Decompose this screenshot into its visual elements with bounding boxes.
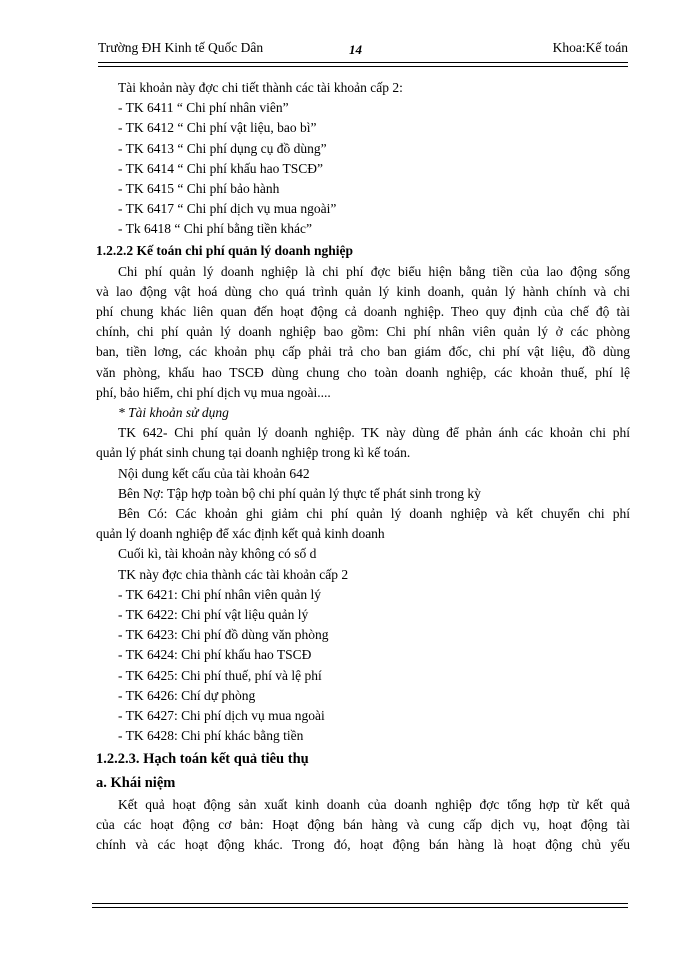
list-item: - TK 6414 “ Chi phí khấu hao TSCĐ” [118, 160, 323, 176]
header-rule [98, 62, 628, 63]
page-body [96, 78, 630, 855]
list-item: - TK 6427: Chi phí dịch vụ mua ngoài [118, 708, 325, 724]
paragraph-line: của các hoạt động cơ bản: Hoạt động bán hàng và cung cấp dịch vụ, hoạt động tài [96, 816, 630, 832]
paragraph-line: Chi phí quản lý doanh nghiệp là chi phí đợc biểu hiện bằng tiền của lao động sống [118, 263, 630, 279]
paragraph-line: chính, chi phí quản lý doanh nghiệp bao gồm: Chi phí nhân viên quản lý ở các phòng [96, 324, 630, 340]
subsection-label: * Tài khoản sử dụng [118, 405, 229, 421]
paragraph-line: ban, tiền lơng, các khoản phụ cấp phải trả cho ban giám đốc, chi phí vật liệu, đồ dùng [96, 344, 630, 360]
text-line: Nội dung kết cấu của tài khoản 642 [118, 465, 310, 481]
list-item: - TK 6412 “ Chi phí vật liệu, bao bì” [118, 120, 317, 136]
paragraph-line: TK 642- Chi phí quản lý doanh nghiệp. TK này dùng để phản ánh các khoản chi phí [118, 425, 630, 441]
text-line: Bên Nợ: Tập hợp toàn bộ chi phí quản lý thực tế phát sinh trong kỳ [118, 485, 481, 501]
section-heading: 1.2.2.2 Kế toán chi phí quản lý doanh nghiệp [96, 242, 353, 258]
list-item: - TK 6417 “ Chi phí dịch vụ mua ngoài” [118, 201, 337, 217]
list-item: - TK 6425: Chi phí thuế, phí và lệ phí [118, 667, 322, 683]
paragraph-line: Kết quả hoạt động sản xuất kinh doanh của doanh nghiệp đợc tổng hợp từ kết quả [118, 796, 630, 812]
list-item: - TK 6428: Chi phí khác bằng tiền [118, 728, 304, 744]
header-university: Trường ĐH Kinh tế Quốc Dân [98, 40, 264, 55]
text-line: Cuối kì, tài khoản này không có số d [118, 546, 317, 562]
list-item: - TK 6422: Chi phí vật liệu quản lý [118, 607, 309, 623]
section-heading: 1.2.2.3. Hạch toán kết quả tiêu thụ [96, 750, 309, 767]
paragraph-line: và lao động vật hoá dùng cho quá trình quản lý kinh doanh, quản lý hành chính và chi [96, 283, 630, 299]
text-line: Tài khoản này đợc chi tiết thành các tài khoản cấp 2: [118, 80, 403, 95]
text-line: TK này đợc chia thành các tài khoản cấp 2 [118, 566, 349, 582]
header-faculty: Khoa:Kế toán [552, 40, 628, 55]
list-item: - TK 6415 “ Chi phí bảo hành [118, 181, 280, 197]
paragraph-line: văn phòng, khấu hao TSCĐ dùng chung cho toàn doanh nghiệp, các khoản thuế, phí lệ [96, 364, 630, 380]
paragraph-line: Bên Có: Các khoản ghi giảm chi phí quản lý doanh nghiệp và kết chuyển chi phí [118, 506, 630, 522]
list-item: - Tk 6418 “ Chi phí bằng tiền khác” [118, 221, 312, 237]
footer-rule-thin [92, 907, 628, 908]
list-item: - TK 6423: Chi phí đồ dùng văn phòng [118, 627, 329, 643]
list-item: - TK 6421: Chi phí nhân viên quản lý [118, 586, 321, 602]
header-rule-thin [98, 66, 628, 67]
page-number: 14 [349, 42, 362, 57]
paragraph-line: chính và các hoạt động khác. Trong đó, hoạt động bán hàng là hoạt động chủ yếu [96, 836, 630, 852]
page-header [98, 40, 628, 64]
footer-rule [92, 903, 628, 904]
paragraph-line: phí, bảo hiểm, chi phí dịch vụ mua ngoài.... [96, 384, 331, 400]
list-item: - TK 6411 “ Chi phí nhân viên” [118, 100, 289, 116]
list-item: - TK 6413 “ Chi phí dụng cụ đồ dùng” [118, 140, 327, 156]
paragraph-line: quản lý doanh nghiệp để xác định kết quả kinh doanh [96, 526, 385, 542]
subsection-heading: a. Khái niệm [96, 774, 176, 791]
paragraph-line: quản lý phát sinh chung tại doanh nghiệp trong kì kế toán. [96, 445, 411, 461]
list-item: - TK 6424: Chi phí khấu hao TSCĐ [118, 647, 312, 663]
list-item: - TK 6426: Chí dự phòng [118, 687, 256, 703]
paragraph-line: phí chung khác liên quan đến hoạt động cả doanh nghiệp. Theo quy định của chế độ tài [96, 304, 630, 320]
